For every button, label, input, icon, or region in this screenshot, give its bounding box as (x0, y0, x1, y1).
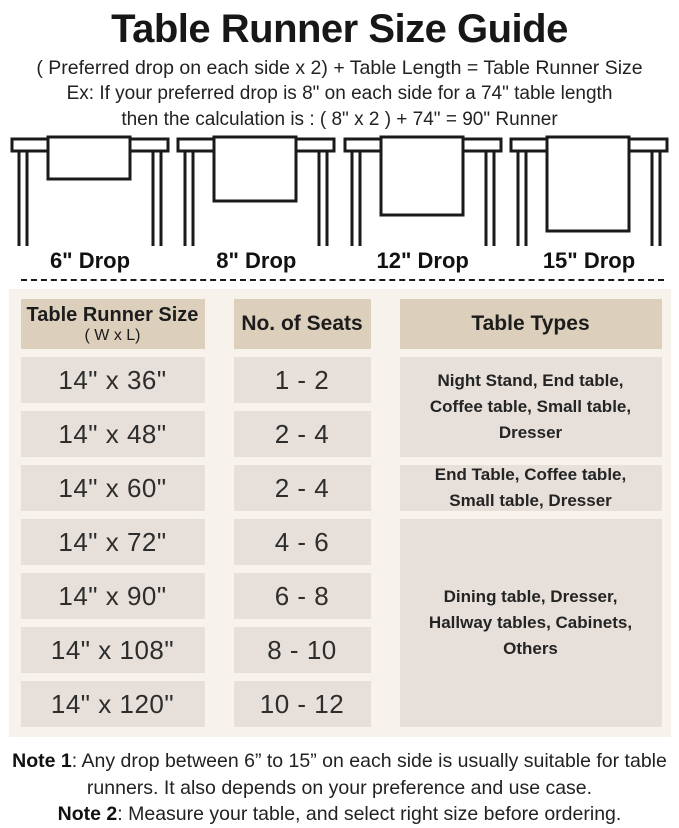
note-2-label: Note 2 (57, 803, 118, 825)
seats-cell-row2: 2 - 4 (234, 411, 371, 457)
size-table-panel (9, 289, 671, 737)
seats-cell-row3: 2 - 4 (234, 465, 371, 511)
seats-cell-row6: 8 - 10 (234, 627, 371, 673)
size-cell-row4: 14" x 72" (21, 519, 205, 565)
dashed-divider (21, 279, 664, 281)
formula-text: ( Preferred drop on each side x 2) + Table Length = Table Runner Size (36, 57, 643, 79)
drop-illustrations (0, 133, 679, 273)
table-types-group-3: Dining table, Dresser, Hallway tables, Cabinets, Others (400, 519, 662, 727)
size-cell-row7: 14" x 120" (21, 681, 205, 727)
seats-cell-row1: 1 - 2 (234, 357, 371, 403)
size-cell-row6: 14" x 108" (21, 627, 205, 673)
table-runner-8-drop-icon (176, 135, 336, 247)
seats-cell-row4: 4 - 6 (234, 519, 371, 565)
size-cell-row3: 14" x 60" (21, 465, 205, 511)
column-header-size-subtitle: ( W x L) (84, 326, 141, 344)
column-header-seats: No. of Seats (234, 299, 371, 349)
note-1 (4, 748, 675, 801)
drop-label: 12" Drop (376, 248, 469, 273)
size-table (21, 299, 659, 727)
column-header-size-title: Table Runner Size (26, 303, 199, 326)
seats-cell-row7: 10 - 12 (234, 681, 371, 727)
drop-illustration-6 (10, 135, 170, 273)
column-header-size (21, 299, 205, 349)
table-runner-15-drop-icon (509, 135, 669, 247)
column-header-types: Table Types (400, 299, 662, 349)
table-runner-6-drop-icon (10, 135, 170, 247)
drop-label: 6" Drop (49, 248, 131, 273)
drop-illustration-8 (176, 135, 336, 273)
note-2 (4, 801, 675, 828)
drop-illustration-15 (509, 135, 669, 273)
size-cell-row5: 14" x 90" (21, 573, 205, 619)
note-1-label: Note 1 (12, 750, 72, 772)
table-runner-12-drop-icon (343, 135, 503, 247)
notes-section (0, 748, 679, 828)
example-line-2: then the calculation is : ( 8" x 2 ) + 74" = 90" Runner (121, 109, 558, 130)
note-2-text: : Measure your table, and select right size before ordering. (117, 803, 622, 825)
note-1-text: : Any drop between 6” to 15” on each side is usually suitable for table runners. It also depends on your preference and use case. (71, 750, 667, 799)
size-cell-row2: 14" x 48" (21, 411, 205, 457)
size-cell-row1: 14" x 36" (21, 357, 205, 403)
page-title: Table Runner Size Guide (111, 7, 568, 51)
table-types-group-1: Night Stand, End table, Coffee table, Small table, Dresser (400, 357, 662, 457)
seats-cell-row5: 6 - 8 (234, 573, 371, 619)
drop-illustration-12 (343, 135, 503, 273)
drop-label: 8" Drop (216, 248, 297, 273)
example-line-1: Ex: If your preferred drop is 8" on each side for a 74" table length (66, 83, 613, 104)
drop-label: 15" Drop (542, 248, 636, 273)
table-types-group-2: End Table, Coffee table, Small table, Dresser (400, 465, 662, 511)
